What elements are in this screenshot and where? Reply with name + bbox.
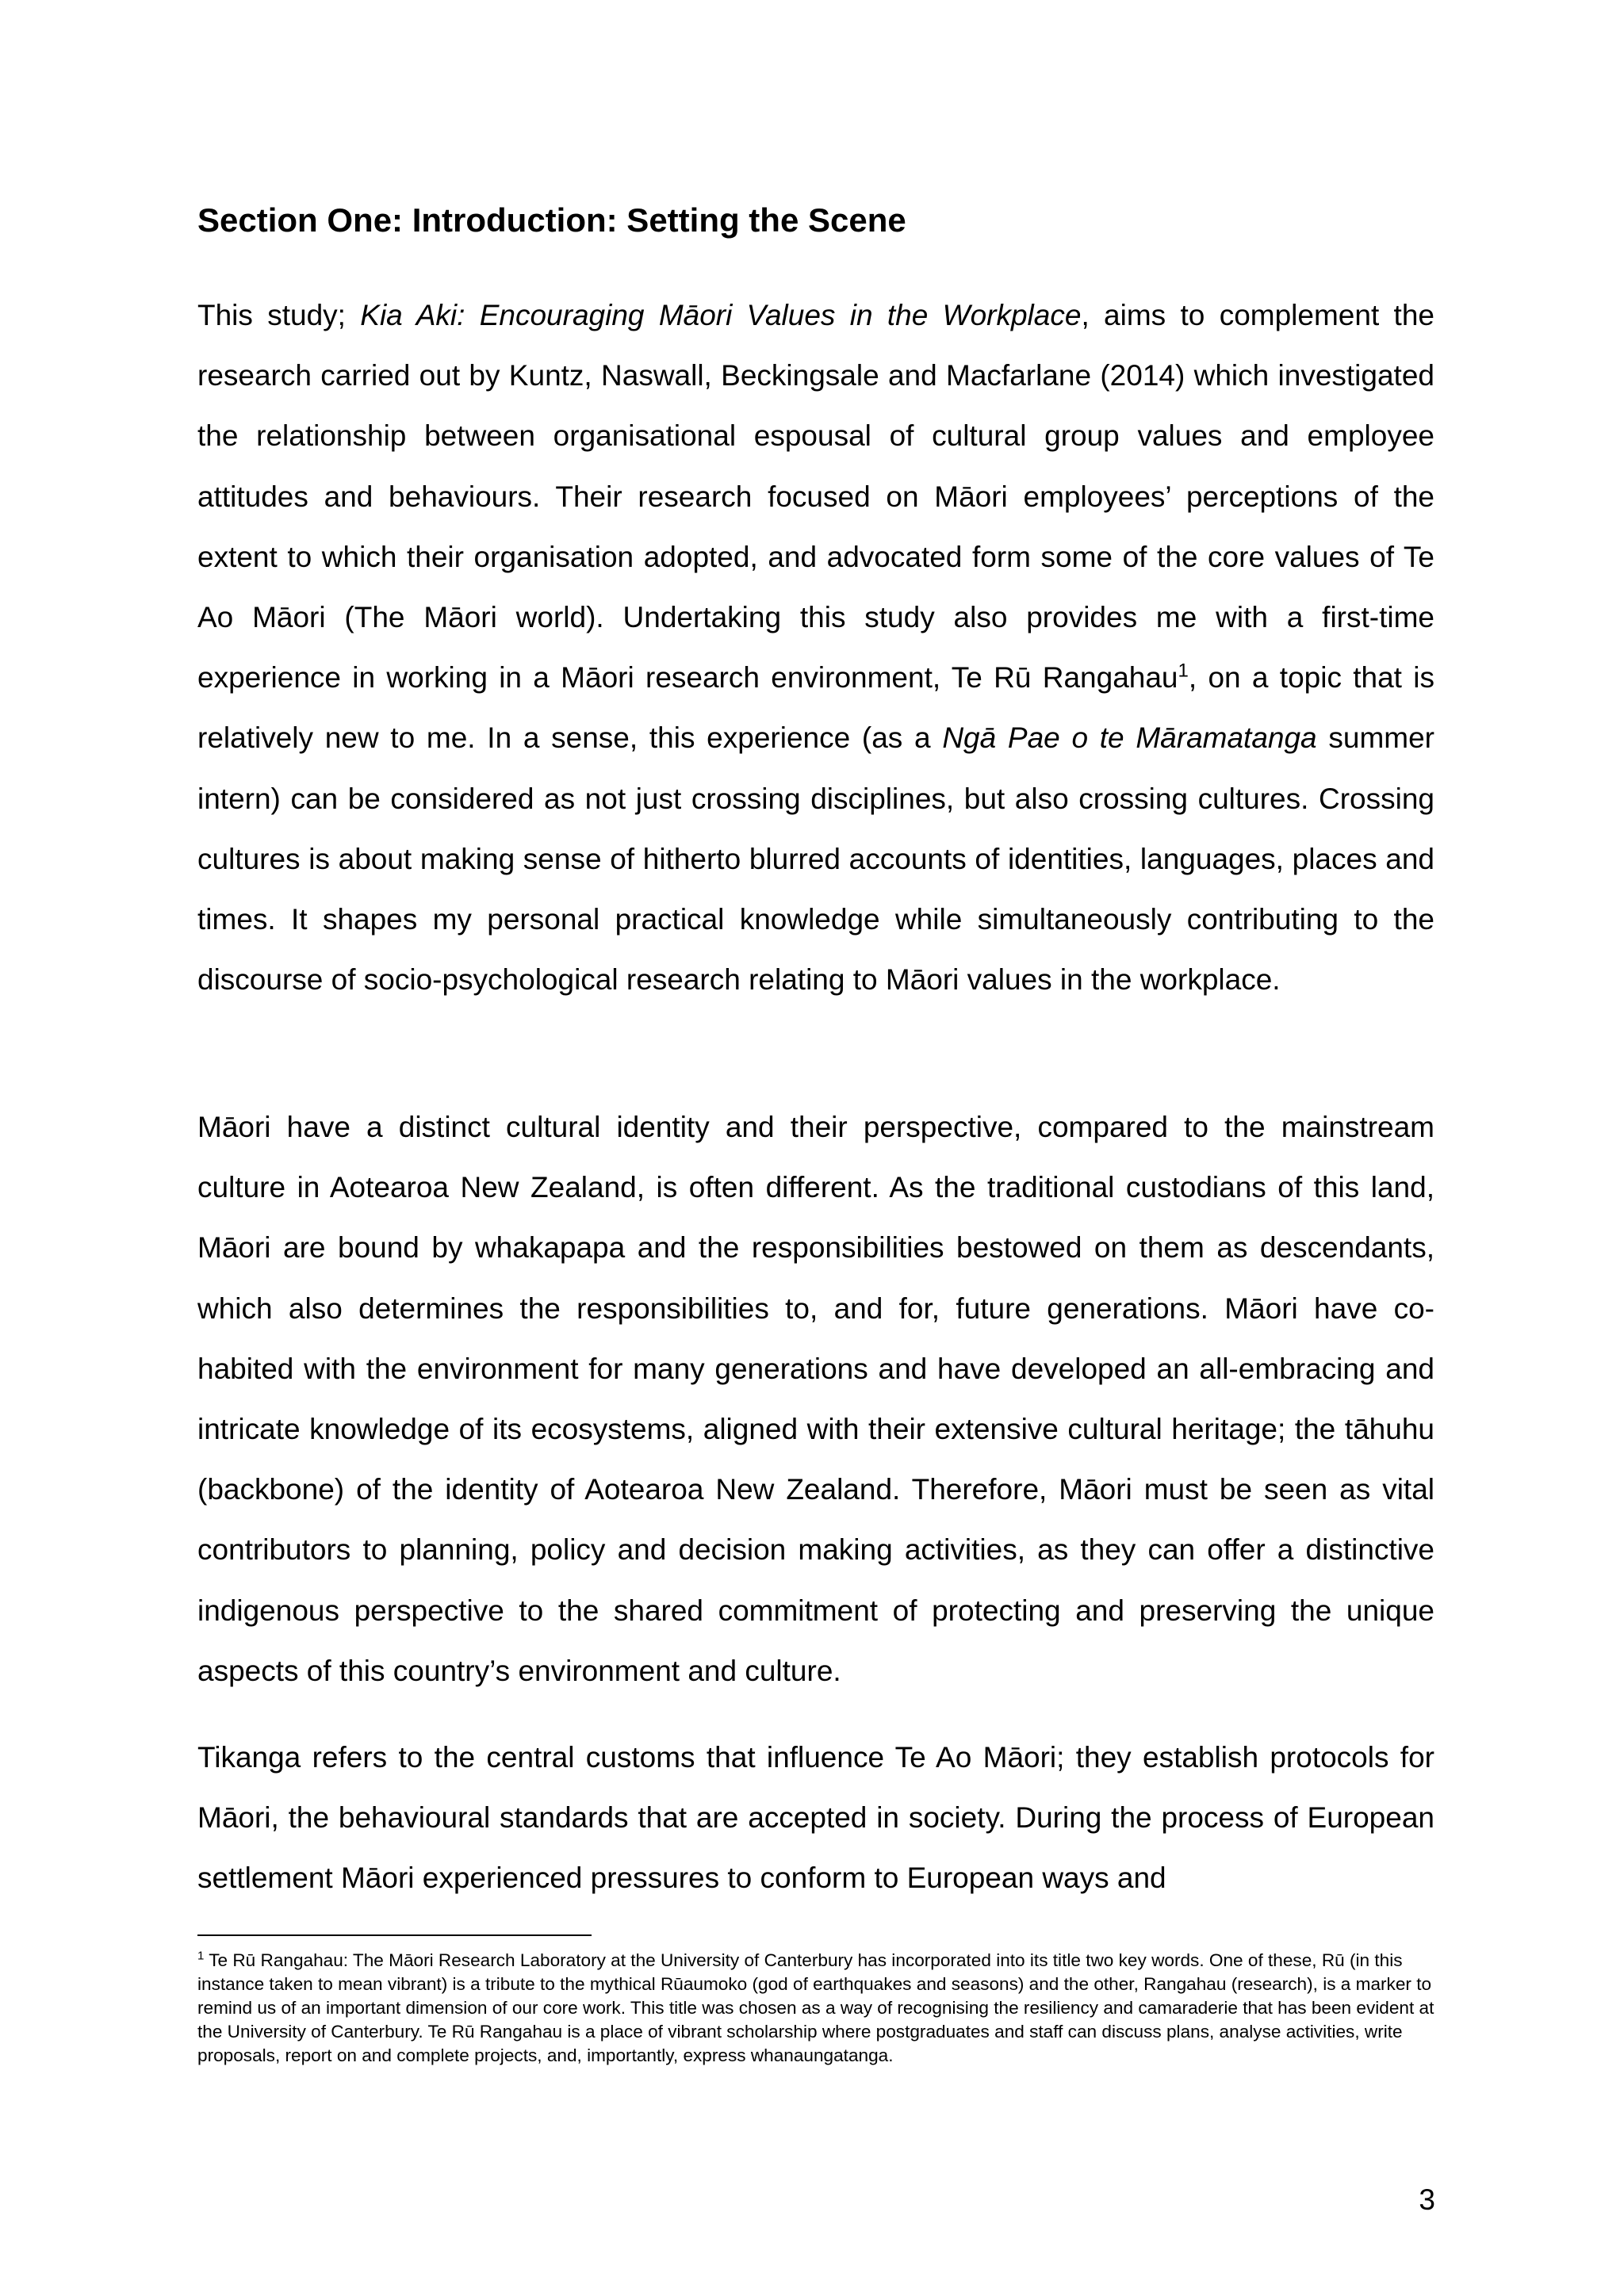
study-title-italic: Kia Aki: Encouraging Māori Values in the Workplace: [360, 299, 1082, 331]
footnote-reference: 1: [1178, 660, 1189, 682]
paragraph-1-text-c: , on a topic that is relatively new to me. In a sense, this experience (as a: [197, 661, 1434, 755]
program-name-italic: Ngā Pae o te Māramatanga: [942, 721, 1317, 755]
paragraph-2: Māori have a distinct cultural identity and their perspective, compared to the mainstream culture in Aotearoa New Zealand, is often different. As the traditional custodians of this land, Māori are bound by whakapapa and the responsibilities bestowed on them as descendants, which also determines the responsibilities to, and for, future generations. Māori have co-habited with the environment for many generations and have developed an all-embracing and intricate knowledge of its ecosystems, aligned with their extensive cultural heritage; the tāhuhu (backbone) of the identity of Aotearoa New Zealand. Therefore, Māori must be seen as vital contributors to planning, policy and decision making activities, as they can offer a distinctive indigenous perspective to the shared commitment of protecting and preserving the unique aspects of this country’s environment and culture.: [197, 1111, 1434, 1687]
footnote-marker: 1: [197, 1949, 205, 1963]
footnote-separator: [197, 1934, 592, 1936]
paragraph-1-text-b: , aims to complement the research carried out by Kuntz, Naswall, Beckingsale and Macfarlane (2014) which investigated the relationship between organisational espousal of cultural group values and employee attitudes and behaviours. Their research focused on Māori employees’ perceptions of the extent to which their organisation adopted, and advocated form some of the core values of Te Ao Māori (The Māori world). Undertaking this study also provides me with a first-time experience in working in a Māori research environment, Te Rū Rangahau: [197, 299, 1434, 695]
paragraph-1-text-a: This study;: [197, 299, 361, 331]
paragraph-1: [197, 285, 1434, 1010]
section-heading: Section One: Introduction: Setting the Scene: [197, 201, 906, 239]
paragraph-1-text-d: summer intern) can be considered as not just crossing disciplines, but also crossing cultures. Crossing cultures is about making sense of hitherto blurred accounts of identities, languages, places and times. It shapes my personal practical knowledge while simultaneously contributing to the discourse of socio-psychological research relating to Māori values in the workplace.: [197, 721, 1434, 997]
page-number: 3: [1419, 2183, 1435, 2216]
footnote: [197, 1949, 1434, 2068]
footnote-text: Te Rū Rangahau: The Māori Research Laboratory at the University of Canterbury has incorporated into its title two key words. One of these, Rū (in this instance taken to mean vibrant) is a tribute to the mythical Rūaumoko (god of earthquakes and seasons) and the other, Rangahau (research), is a marker to remind us of an important dimension of our core work. This title was chosen as a way of recognising the resiliency and camaraderie that has been evident at the University of Canterbury. Te Rū Rangahau is a place of vibrant scholarship where postgraduates and staff can discuss plans, analyse activities, write proposals, report on and complete projects, and, importantly, express whanaungatanga.: [197, 1950, 1434, 2065]
paragraph-3: Tikanga refers to the central customs that influence Te Ao Māori; they establish protocols for Māori, the behavioural standards that are accepted in society. During the process of European settlement Māori experienced pressures to conform to European ways and: [197, 1741, 1434, 1895]
